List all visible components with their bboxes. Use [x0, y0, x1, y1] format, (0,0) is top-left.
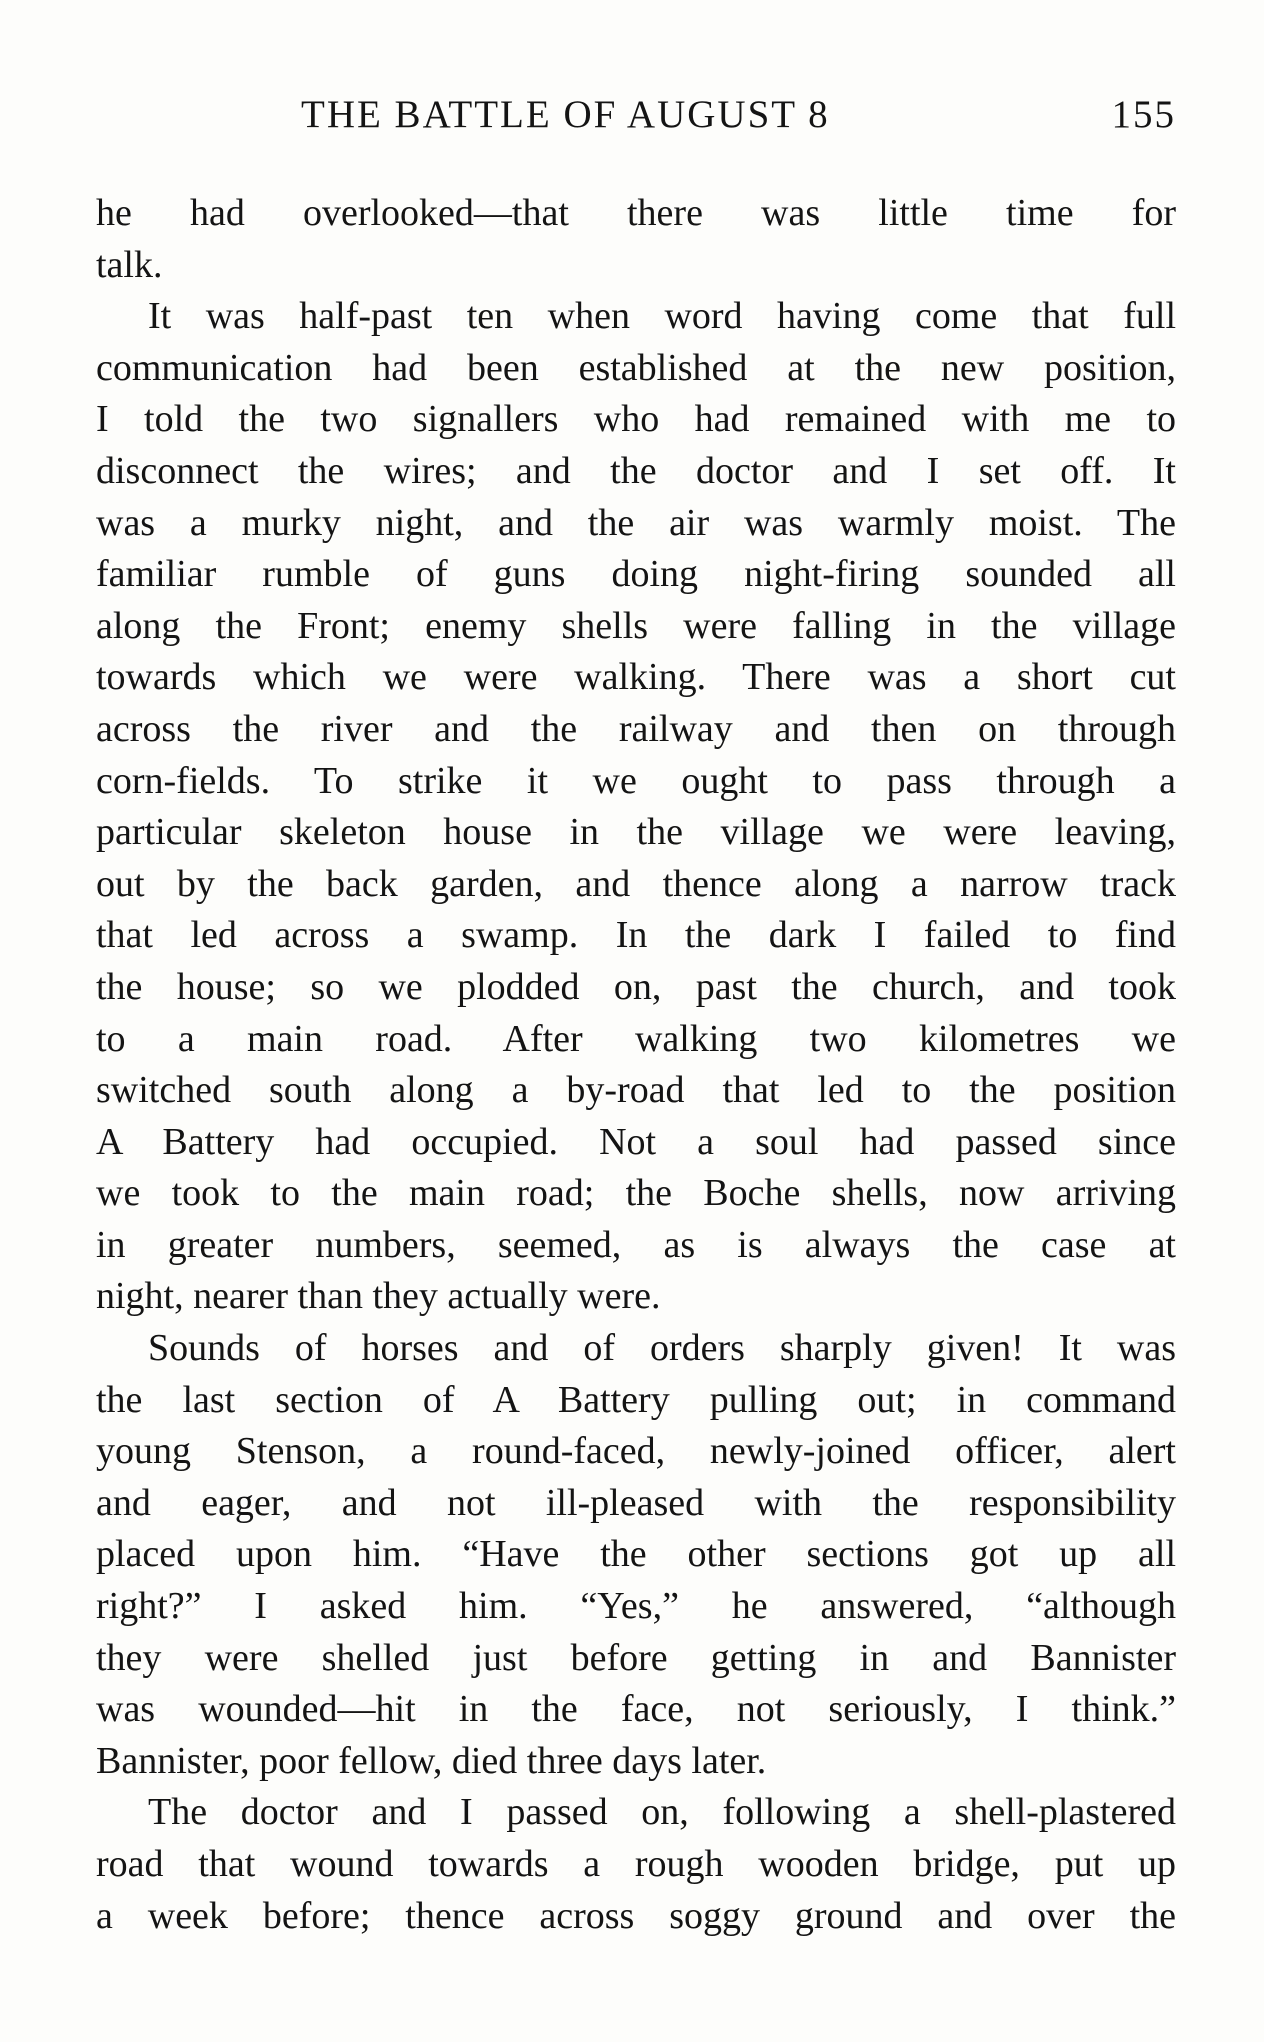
- text-line: we took to the main road; the Boche shells, now arriving: [96, 1172, 1176, 1215]
- text-line: The doctor and I passed on, following a shell-plastered: [148, 1791, 1176, 1834]
- text-line: he had overlooked—that there was little time for: [96, 192, 1176, 234]
- text-line: the last section of A Battery pulling out; in command: [96, 1378, 1176, 1421]
- text-line: road that wound towards a rough wooden bridge, put up: [96, 1843, 1176, 1885]
- text-line: Bannister, poor fellow, died three days later.: [96, 1739, 767, 1782]
- text-line: to a main road. After walking two kilometres we: [96, 1017, 1176, 1060]
- text-line: across the river and the railway and then on through: [96, 707, 1176, 750]
- paragraph: [96, 291, 1176, 1323]
- text-line: switched south along a by-road that led to the position: [96, 1069, 1176, 1112]
- running-title: THE BATTLE OF AUGUST 8: [301, 93, 830, 136]
- text-line: communication had been established at the new position,: [96, 346, 1176, 389]
- text-line: and eager, and not ill-pleased with the responsibility: [96, 1481, 1176, 1524]
- body-text: [96, 188, 1176, 1942]
- text-line: the house; so we plodded on, past the church, and took: [96, 965, 1176, 1008]
- paragraph-continuation: [96, 188, 1176, 291]
- text-line: young Stenson, a round-faced, newly-joined officer, alert: [96, 1430, 1176, 1473]
- text-line: talk.: [96, 243, 163, 286]
- text-line: Sounds of horses and of orders sharply given! It was: [148, 1327, 1176, 1370]
- text-line: corn-fields. To strike it we ought to pass through a: [96, 759, 1176, 802]
- running-head: [96, 92, 1176, 142]
- text-line: right?” I asked him. “Yes,” he answered, “although: [96, 1585, 1176, 1628]
- text-line: a week before; thence across soggy ground and over the: [96, 1894, 1176, 1937]
- text-line: I told the two signallers who had remained with me to: [96, 398, 1176, 441]
- paragraph: [96, 1323, 1176, 1787]
- text-line: placed upon him. “Have the other sections got up all: [96, 1533, 1176, 1576]
- text-line: that led across a swamp. In the dark I failed to find: [96, 914, 1176, 957]
- paragraph: [96, 1787, 1176, 1942]
- text-line: night, nearer than they actually were.: [96, 1275, 661, 1318]
- text-line: in greater numbers, seemed, as is always the case at: [96, 1223, 1176, 1266]
- text-line: It was half-past ten when word having come that full: [148, 295, 1176, 338]
- text-line: was wounded—hit in the face, not seriously, I think.”: [96, 1688, 1176, 1731]
- page-number: 155: [1111, 93, 1176, 136]
- text-line: disconnect the wires; and the doctor and I set off. It: [96, 449, 1176, 492]
- text-line: familiar rumble of guns doing night-firing sounded all: [96, 553, 1176, 596]
- text-line: along the Front; enemy shells were falling in the village: [96, 604, 1176, 647]
- text-line: was a murky night, and the air was warmly moist. The: [96, 501, 1176, 544]
- text-line: particular skeleton house in the village we were leaving,: [96, 811, 1176, 854]
- text-line: A Battery had occupied. Not a soul had passed since: [96, 1120, 1176, 1163]
- text-line: out by the back garden, and thence along a narrow track: [96, 862, 1176, 905]
- text-line: towards which we were walking. There was a short cut: [96, 656, 1176, 699]
- text-line: they were shelled just before getting in and Bannister: [96, 1636, 1176, 1679]
